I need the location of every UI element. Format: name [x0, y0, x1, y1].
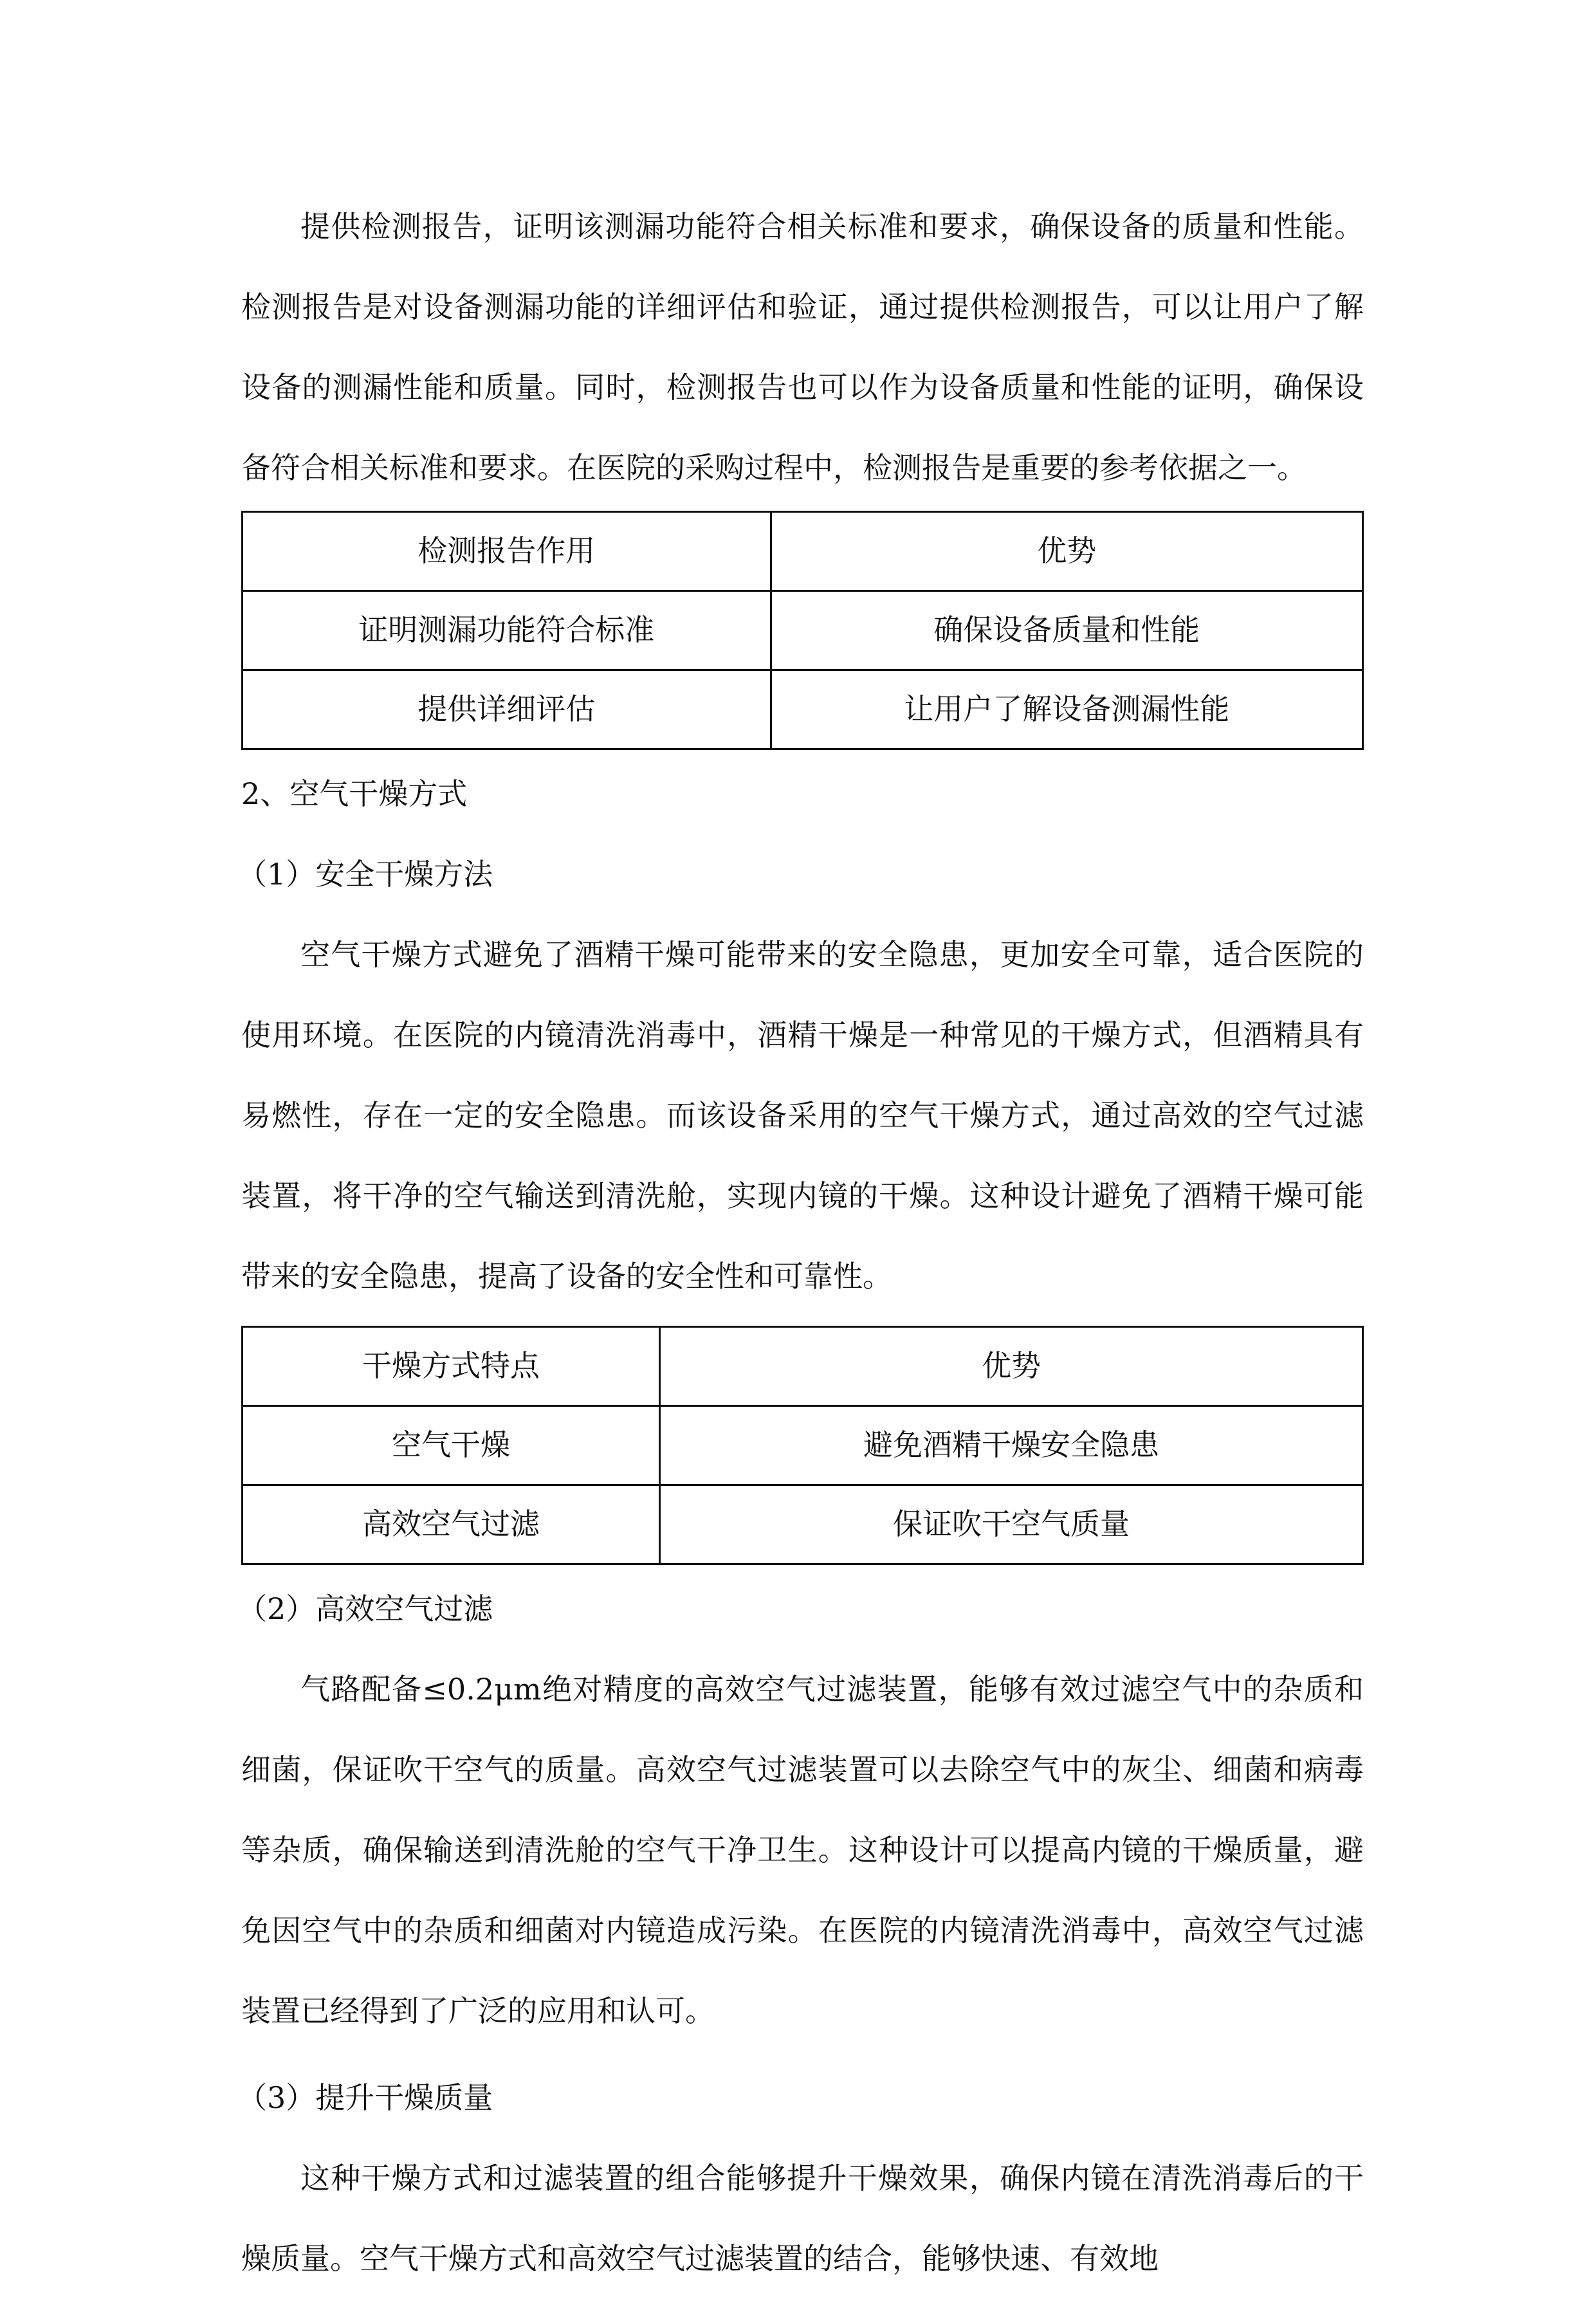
table-cell: 确保设备质量和性能: [771, 591, 1362, 670]
table-row: [243, 591, 1363, 670]
table-cell: 避免酒精干燥安全隐患: [659, 1406, 1362, 1485]
table-header-cell: 检测报告作用: [243, 512, 771, 591]
paragraph-improve-drying: 这种干燥方式和过滤装置的组合能够提升干燥效果，确保内镜在清洗消毒后的干燥质量。空气干燥方式和高效空气过滤装置的结合，能够快速、有效地: [241, 2161, 1364, 2276]
paragraph-air-filtration: 气路配备≤0.2μm绝对精度的高效空气过滤装置，能够有效过滤空气中的杂质和细菌，保证吹干空气的质量。高效空气过滤装置可以去除空气中的灰尘、细菌和病毒等杂质，确保输送到清洗舱的空气干净卫生。这种设计可以提高内镜的干燥质量，避免因空气中的杂质和细菌对内镜造成污染。在医院的内镜清洗消毒中，高效空气过滤装置已经得到了广泛的应用和认可。: [241, 1672, 1364, 2028]
table-row: [243, 1485, 1363, 1564]
spacer: [241, 2051, 1364, 2058]
paragraph-safe-drying: 空气干燥方式避免了酒精干燥可能带来的安全隐患，更加安全可靠，适合医院的使用环境。在医院的内镜清洗消毒中，酒精干燥是一种常见的干燥方式，但酒精具有易燃性，存在一定的安全隐患。而该设备采用的空气干燥方式，通过高效的空气过滤装置，将干净的空气输送到清洗舱，实现内镜的干燥。这种设计避免了酒精干燥可能带来的安全隐患，提高了设备的安全性和可靠性。: [241, 937, 1364, 1294]
table-header-cell: 优势: [771, 512, 1362, 591]
table-drying-features: [241, 1326, 1364, 1565]
subheading-safe-drying: （1）安全干燥方法: [237, 857, 493, 892]
table-test-report: [241, 511, 1364, 750]
table-cell: 提供详细评估: [243, 670, 771, 749]
table-header-row: [243, 512, 1363, 591]
table-cell: 空气干燥: [243, 1406, 660, 1485]
section-heading-air-drying: 2、空气干燥方式: [241, 776, 468, 811]
spacer: [241, 1317, 1364, 1323]
subheading-air-filtration: （2）高效空气过滤: [237, 1591, 493, 1626]
table-cell: 证明测漏功能符合标准: [243, 591, 771, 670]
subheading-improve-drying: （3）提升干燥质量: [237, 2080, 493, 2115]
table-header-cell: 干燥方式特点: [243, 1327, 660, 1406]
document-body: [237, 187, 1364, 2299]
table-cell: 让用户了解设备测漏性能: [771, 670, 1362, 749]
table-cell: 保证吹干空气质量: [659, 1485, 1362, 1564]
table-cell: 高效空气过滤: [243, 1485, 660, 1564]
table-row: [243, 1406, 1363, 1485]
table-header-cell: 优势: [659, 1327, 1362, 1406]
table-header-row: [243, 1327, 1363, 1406]
paragraph-test-report: 提供检测报告，证明该测漏功能符合相关标准和要求，确保设备的质量和性能。检测报告是对设备测漏功能的详细评估和验证，通过提供检测报告，可以让用户了解设备的测漏性能和质量。同时，检测报告也可以作为设备质量和性能的证明，确保设备符合相关标准和要求。在医院的采购过程中，检测报告是重要的参考依据之一。: [241, 209, 1364, 485]
table-row: [243, 670, 1363, 749]
